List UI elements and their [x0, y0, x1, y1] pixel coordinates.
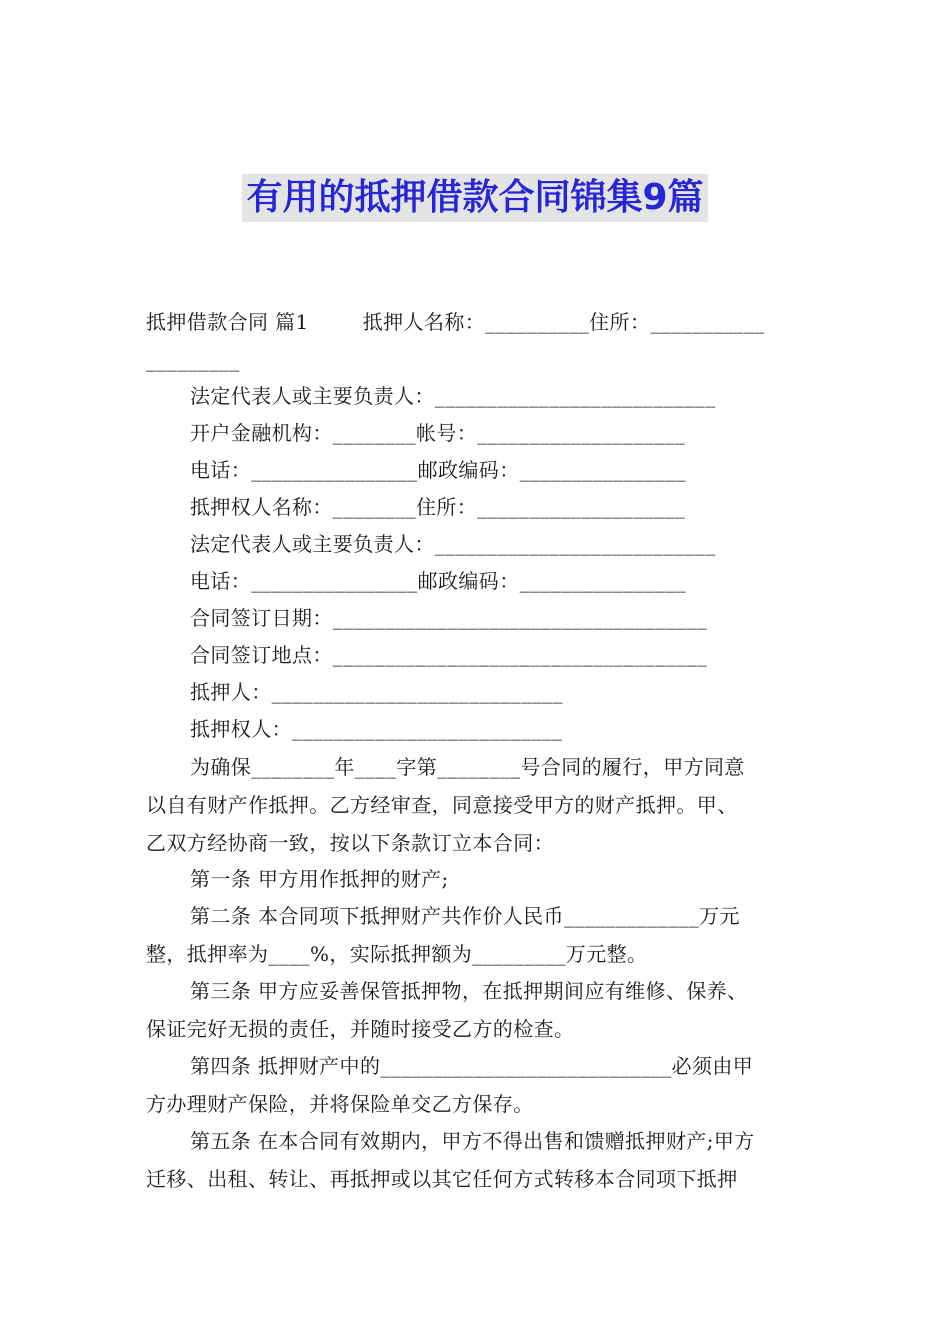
text-line: 为确保________年____字第________号合同的履行，甲方同意: [190, 755, 745, 779]
text-line: 迁移、出租、转让、再抵押或以其它任何方式转移本合同项下抵押: [146, 1167, 738, 1191]
text-line: 电话：________________邮政编码：________________: [190, 458, 686, 482]
text-line: 第四条 抵押财产中的____________________________必须由甲: [190, 1054, 754, 1078]
text-line: 抵押人：____________________________: [190, 680, 563, 704]
text-line: 抵押权人名称：________住所：____________________: [190, 495, 686, 519]
text-line: _________: [146, 348, 240, 372]
text-line: 第五条 在本合同有效期内，甲方不得出售和馈赠抵押财产;甲方: [190, 1129, 755, 1153]
document-title-wrap: [0, 174, 950, 222]
text-line: 以自有财产作抵押。乙方经审查，同意接受甲方的财产抵押。甲、: [146, 793, 738, 817]
text-line: 第一条 甲方用作抵押的财产;: [190, 867, 449, 891]
text-line: 抵押借款合同 篇1 抵押人名称：__________住所：___________: [146, 310, 765, 334]
text-line: 电话：________________邮政编码：________________: [190, 569, 686, 593]
text-line: 第三条 甲方应妥善保管抵押物，在抵押期间应有维修、保养、: [190, 979, 748, 1003]
text-line: 整，抵押率为____%，实际抵押额为_________万元整。: [146, 942, 648, 966]
text-line: 方办理财产保险，并将保险单交乙方保存。: [146, 1092, 534, 1116]
text-line: 法定代表人或主要负责人：___________________________: [190, 532, 716, 556]
text-line: 开户金融机构：________帐号：____________________: [190, 421, 686, 445]
text-line: 合同签订地点：____________________________________: [190, 643, 708, 667]
text-line: 抵押权人：__________________________: [190, 717, 563, 741]
text-line: 合同签订日期：____________________________________: [190, 606, 708, 630]
text-line: 法定代表人或主要负责人：___________________________: [190, 384, 716, 408]
text-line: 乙双方经协商一致，按以下条款订立本合同：: [146, 831, 554, 855]
text-line: 保证完好无损的责任，并随时接受乙方的检查。: [146, 1017, 575, 1041]
text-line: 第二条 本合同项下抵押财产共作价人民币_____________万元: [190, 904, 740, 928]
document-title: 有用的抵押借款合同锦集9篇: [242, 174, 707, 222]
